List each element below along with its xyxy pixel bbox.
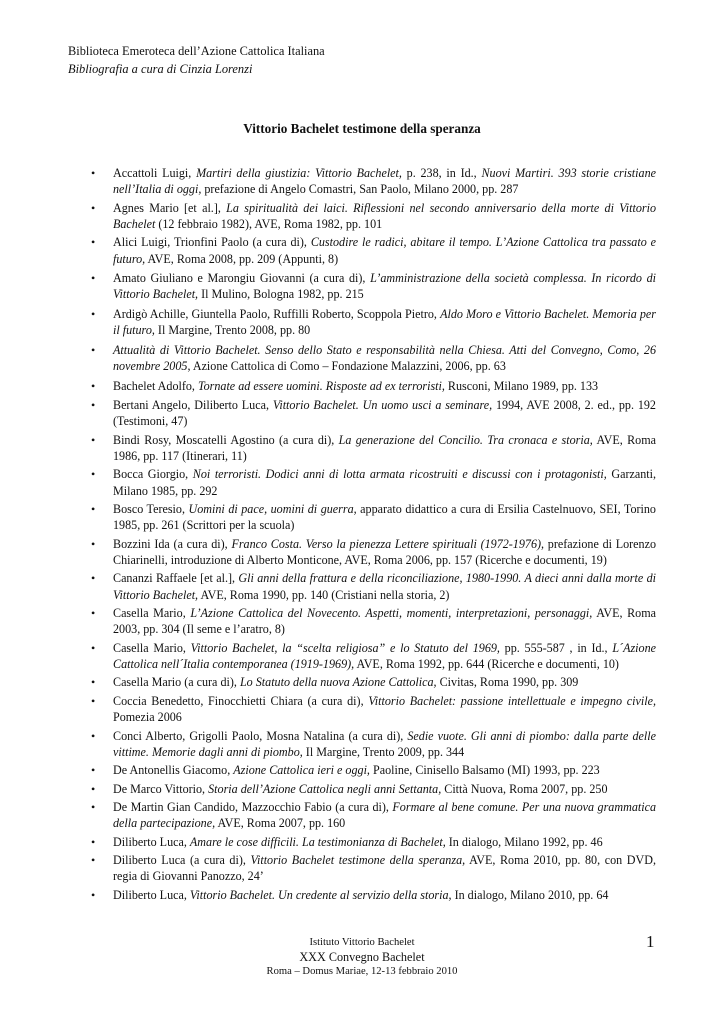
entry-text: pp. 555-587 , in Id., bbox=[499, 640, 613, 655]
entry-text: prefazione di Lorenzo Chiarinelli, introduzione di Alberto Monticone, AVE, Roma 2006, pp. 157 (Ricerche e documenti, 19) bbox=[113, 536, 657, 568]
entry-text: In dialogo, Milano 1992, pp. 46 bbox=[445, 834, 603, 849]
entry-title: Uomini di pace, uomini di guerra, bbox=[188, 502, 357, 517]
bibliography-entry bbox=[113, 378, 656, 394]
entry-text: (12 febbraio 1982), AVE, Roma 1982, pp. 101 bbox=[155, 216, 383, 231]
entry-text: Garzanti, Milano 1985, pp. 292 bbox=[113, 467, 656, 498]
bibliography-entry bbox=[113, 306, 656, 339]
entry-title: La spiritualità dei laici. Riflessioni nel secondo anniversario della morte di Vittorio Bachelet bbox=[113, 200, 656, 231]
entry-text: De Marco Vittorio, bbox=[113, 781, 209, 796]
entry-title: Azione Cattolica ieri e oggi, bbox=[233, 763, 370, 778]
bibliography-entry bbox=[113, 834, 656, 850]
entry-text: Diliberto Luca (a cura di), bbox=[113, 853, 251, 868]
entry-text: Bachelet Adolfo, bbox=[113, 378, 198, 393]
bibliography-entry bbox=[113, 852, 656, 885]
entry-title: Noi terroristi. Dodici anni di lotta armata ricostruiti e discussi con i protagonisti, bbox=[192, 467, 607, 482]
entry-text: Bocca Giorgio, bbox=[113, 467, 193, 482]
entry-title: Martiri della giustizia: Vittorio Bachelet, bbox=[196, 166, 402, 180]
bibliography-entry bbox=[113, 397, 656, 430]
footer-institute: Istituto Vittorio Bachelet bbox=[309, 937, 415, 948]
bibliography-entry bbox=[113, 605, 656, 638]
entry-text: Alici Luigi, Trionfini Paolo (a cura di), bbox=[113, 235, 311, 250]
entry-title: Aldo Moro e Vittorio Bachelet. Memoria per il futuro, bbox=[113, 306, 656, 338]
entry-title: L’Azione Cattolica del Novecento. Aspetti, momenti, interpretazioni, personaggi, bbox=[190, 606, 593, 621]
entry-text: Conci Alberto, Grigolli Paolo, Mosna Natalina (a cura di), bbox=[113, 728, 408, 743]
bibliography-list bbox=[113, 165, 656, 905]
entry-title: Gli anni della frattura e della riconciliazione, 1980-1990. A dieci anni dalla morte di Vittorio Bachelet, bbox=[113, 571, 656, 602]
entry-title: Nuovi Martiri. 393 storie cristiane nell’Italia di oggi, bbox=[113, 166, 656, 197]
entry-text: Il Margine, Trento 2009, pp. 344 bbox=[302, 744, 465, 759]
entry-text: Coccia Benedetto, Finocchietti Chiara (a cura di), bbox=[113, 693, 369, 708]
entry-text: Rusconi, Milano 1989, pp. 133 bbox=[444, 378, 599, 393]
entry-text: AVE, Roma 2003, pp. 304 (Il seme e l’aratro, 8) bbox=[113, 606, 656, 637]
bibliography-entry bbox=[113, 570, 656, 603]
entry-title: La generazione del Concilio. Tra cronaca e storia, bbox=[338, 432, 593, 447]
bibliography-entry bbox=[113, 501, 656, 534]
entry-title: Storia dell’Azione Cattolica negli anni Settanta, bbox=[208, 781, 442, 796]
entry-text: Civitas, Roma 1990, pp. 309 bbox=[436, 675, 579, 690]
bibliography-entry bbox=[113, 234, 656, 267]
entry-text: Casella Mario, bbox=[113, 640, 191, 655]
bibliography-entry bbox=[113, 640, 656, 673]
bibliography-entry bbox=[113, 674, 656, 690]
bibliography-entry bbox=[113, 342, 656, 375]
entry-text: Cananzi Raffaele [et al.], bbox=[113, 571, 239, 586]
entry-text: AVE, Roma 1986, pp. 117 (Itinerari, 11) bbox=[113, 432, 656, 463]
entry-text: Amato Giuliano e Marongiu Giovanni (a cura di), bbox=[113, 271, 371, 286]
entry-text: Casella Mario, bbox=[113, 606, 191, 621]
bibliography-entry bbox=[113, 432, 656, 465]
entry-text: Paoline, Cinisello Balsamo (MI) 1993, pp. 223 bbox=[369, 763, 600, 778]
entry-title: Formare al bene comune. Per una nuova grammatica della partecipazione, bbox=[113, 800, 657, 831]
entry-text: 1994, AVE 2008, 2. ed., pp. 192 (Testimoni, 47) bbox=[113, 397, 656, 429]
entry-text: Bozzini Ida (a cura di), bbox=[113, 536, 232, 551]
bibliography-entry bbox=[113, 887, 656, 903]
entry-text: Il Mulino, Bologna 1982, pp. 215 bbox=[198, 287, 364, 302]
entry-title: Custodire le radici, abitare il tempo. L’Azione Cattolica tra passato e futuro, bbox=[113, 235, 656, 266]
entry-title: L´Azione Cattolica nell´Italia contemporanea (1919-1969), bbox=[113, 640, 656, 672]
entry-title: Tornate ad essere uomini. Risposte ad ex terroristi, bbox=[197, 378, 445, 393]
entry-title: Vittorio Bachelet, la “scelta religiosa” e lo Statuto del 1969, bbox=[190, 640, 500, 655]
entry-text: apparato didattico a cura di Ersilia Castelnuovo, SEI, Torino 1985, pp. 261 (Scrittori per la scuola) bbox=[113, 502, 656, 533]
entry-text: Città Nuova, Roma 2007, pp. 250 bbox=[441, 781, 608, 796]
page-title: Vittorio Bachelet testimone della speranza bbox=[243, 121, 481, 136]
entry-text: De Martin Gian Candido, Mazzocchio Fabio (a cura di), bbox=[113, 800, 393, 815]
entry-text: prefazione di Angelo Comastri, San Paolo, Milano 2000, pp. 287 bbox=[201, 182, 519, 197]
entry-text: p. 238, in Id., bbox=[401, 166, 482, 180]
footer-event: XXX Convegno Bachelet bbox=[299, 950, 425, 964]
entry-title: Vittorio Bachelet. Un credente al servizio della storia, bbox=[189, 887, 452, 902]
entry-title: Sedie vuote. Gli anni di piombo: dalla parte delle vittime. Memorie dagli anni di piombo, bbox=[113, 728, 656, 759]
entry-text: Ardigò Achille, Giuntella Paolo, Ruffilli Roberto, Scoppola Pietro, bbox=[113, 306, 441, 321]
bibliography-entry bbox=[113, 200, 656, 233]
entry-text: Il Margine, Trento 2008, pp. 80 bbox=[154, 323, 311, 338]
entry-text: Casella Mario (a cura di), bbox=[113, 675, 240, 690]
entry-text: AVE, Roma 2010, pp. 80, con DVD, regia di Giovanni Panozzo, 24’ bbox=[113, 853, 656, 884]
entry-title: Attualità di Vittorio Bachelet. Senso dello Stato e responsabilità nella Chiesa. Atti del Convegno, Como, 26 novembre 2005 bbox=[113, 342, 656, 374]
page-number: 1 bbox=[646, 932, 655, 951]
entry-text: Diliberto Luca, bbox=[113, 887, 190, 902]
bibliography-entry bbox=[113, 165, 656, 198]
entry-text: In dialogo, Milano 2010, pp. 64 bbox=[451, 887, 609, 902]
entry-text: Accattoli Luigi, bbox=[113, 166, 197, 180]
entry-title: Vittorio Bachelet testimone della speranza, bbox=[250, 853, 466, 868]
header-curator: Bibliografia a cura di Cinzia Lorenzi bbox=[68, 62, 253, 76]
header-institution: Biblioteca Emeroteca dell’Azione Cattolica Italiana bbox=[68, 44, 325, 58]
bibliography-entry bbox=[113, 536, 656, 569]
entry-text: AVE, Roma 2008, pp. 209 (Appunti, 8) bbox=[145, 251, 339, 266]
entry-text: Bertani Angelo, Diliberto Luca, bbox=[113, 397, 273, 412]
entry-text: AVE, Roma 2007, pp. 160 bbox=[215, 816, 346, 831]
bibliography-entry bbox=[113, 270, 656, 303]
document-header bbox=[68, 42, 325, 78]
bibliography-entry bbox=[113, 466, 656, 499]
bibliography-entry bbox=[113, 781, 656, 797]
entry-text: AVE, Roma 1990, pp. 140 (Cristiani nella storia, 2) bbox=[198, 587, 450, 602]
bibliography-entry bbox=[113, 693, 656, 726]
entry-title: Vittorio Bachelet: passione intellettuale e impegno civile, bbox=[368, 693, 656, 708]
footer-venue-date: Roma – Domus Mariae, 12-13 febbraio 2010 bbox=[266, 966, 458, 977]
bibliography-entry bbox=[113, 762, 656, 778]
bibliography-entry bbox=[113, 799, 656, 832]
entry-title: Lo Statuto della nuova Azione Cattolica, bbox=[239, 675, 437, 690]
entry-title: L’amministrazione della società complessa. In ricordo di Vittorio Bachelet, bbox=[113, 271, 656, 302]
entry-title: Amare le cose difficili. La testimonianza di Bachelet, bbox=[189, 834, 446, 849]
entry-text: AVE, Roma 1992, pp. 644 (Ricerche e documenti, 10) bbox=[354, 657, 619, 672]
entry-text: Bosco Teresio, bbox=[113, 502, 189, 517]
entry-title: Vittorio Bachelet. Un uomo usci a seminare, bbox=[272, 397, 493, 412]
entry-text: Diliberto Luca, bbox=[113, 834, 190, 849]
entry-text: , Azione Cattolica di Como – Fondazione Malazzini, 2006, pp. 63 bbox=[187, 359, 506, 374]
document-footer bbox=[0, 936, 724, 979]
entry-text: Pomezia 2006 bbox=[113, 710, 182, 725]
entry-title: Franco Costa. Verso la pienezza Lettere spirituali (1972-1976), bbox=[231, 536, 545, 551]
bibliography-entry bbox=[113, 728, 656, 761]
entry-text: De Antonellis Giacomo, bbox=[113, 763, 234, 778]
entry-text: Bindi Rosy, Moscatelli Agostino (a cura di), bbox=[113, 432, 339, 447]
entry-text: Agnes Mario [et al.], bbox=[113, 200, 227, 215]
